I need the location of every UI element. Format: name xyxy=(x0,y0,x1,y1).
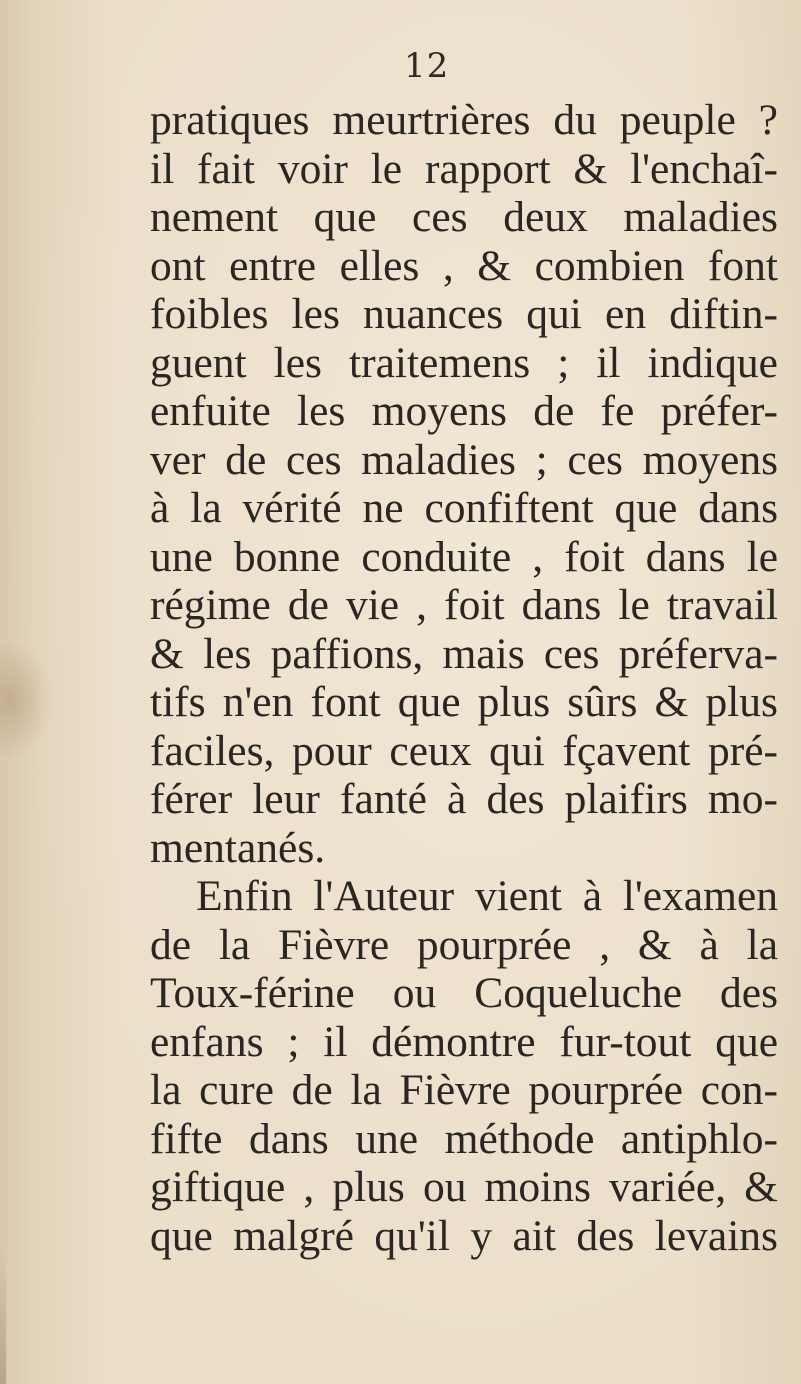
text-line: férer leur fanté à des plaifirs mo- xyxy=(150,775,778,823)
paragraph-start-line: Enfin l'Auteur vient à l'examen xyxy=(196,872,778,920)
text-line: foibles les nuances qui en diftin- xyxy=(150,290,778,338)
text-line: que malgré qu'il y ait des levains xyxy=(150,1211,778,1260)
body-text xyxy=(150,96,778,1260)
text-line: il fait voir le rapport & l'enchaî- xyxy=(150,144,778,193)
page-stain xyxy=(0,640,55,760)
text-line: régime de vie , foit dans le travail xyxy=(150,581,778,629)
text-line: pratiques meurtrières du peuple ? xyxy=(150,96,778,144)
text-line: guent les traitemens ; il indique xyxy=(150,338,778,387)
text-line: enfans ; il démontre fur-tout que xyxy=(150,1017,778,1066)
text-line: tifs n'en font que plus sûrs & plus xyxy=(150,678,778,726)
paragraph-end-line: mentanés. xyxy=(150,823,326,872)
text-line: ver de ces maladies ; ces moyens xyxy=(150,435,778,484)
text-line: nement que ces deux maladies xyxy=(150,193,778,241)
text-line: Toux-férine ou Coqueluche des xyxy=(150,969,778,1017)
text-line: enfuite les moyens de fe préfer- xyxy=(150,387,778,435)
text-line: à la vérité ne confiftent que dans xyxy=(150,484,778,532)
text-line: giftique , plus ou moins variée, & xyxy=(150,1163,778,1211)
page-number: 12 xyxy=(404,46,450,86)
page-edge xyxy=(0,1250,6,1384)
text-line: faciles, pour ceux qui fçavent pré- xyxy=(150,726,778,775)
text-line: fifte dans une méthode antiphlo- xyxy=(150,1114,778,1163)
text-line: une bonne conduite , foit dans le xyxy=(150,532,778,581)
text-line: la cure de la Fièvre pourprée con- xyxy=(150,1066,778,1114)
text-line: & les paffions, mais ces préferva- xyxy=(150,629,778,678)
text-line: ont entre elles , & combien font xyxy=(150,241,778,290)
text-line: de la Fièvre pourprée , & à la xyxy=(150,920,778,969)
